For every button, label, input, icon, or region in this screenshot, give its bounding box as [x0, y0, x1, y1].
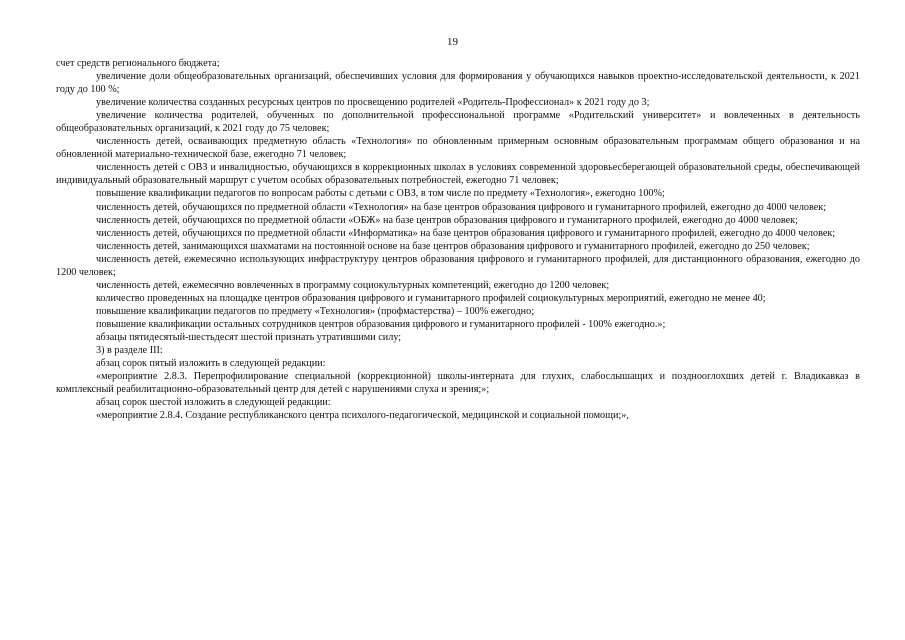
paragraph: счет средств регионального бюджета;: [56, 58, 220, 69]
paragraph: численность детей, обучающихся по предметной области «ОБЖ» на базе центров образования цифрового и гуманитарного профилей, ежегодно до 4000 человек;: [96, 214, 798, 226]
paragraph: численность детей с ОВЗ и инвалидностью, обучающихся в коррекционных школах в условиях современной здоровьесберегающей образовательной среды, обеспечивающей индивидуальный образовательный маршрут с учетом особых образовательных потребностей, ежегодно 71 человек;: [56, 162, 860, 187]
paragraph: численность детей, обучающихся по предметной области «Технология» на базе центров образования цифрового и гуманитарного профилей, ежегодно до 4000 человек;: [96, 201, 827, 213]
paragraph: численность детей, ежемесячно использующих инфраструктуру центров образования цифрового и гуманитарного профилей, для дистанционного образования, ежегодно до 1200 человек;: [56, 253, 860, 278]
paragraph: повышение квалификации педагогов по вопросам работы с детьми с ОВЗ, в том числе по предмету «Технология», ежегодно 100%;: [96, 188, 665, 200]
paragraph: «мероприятие 2.8.4. Создание республиканского центра психолого-педагогической, медицинской и социальной помощи;»,: [96, 410, 629, 422]
paragraph: численность детей, осваивающих предметную область «Технология» по обновленным примерным основным образовательным программам общего образования и на обновленной материально-технической базе, ежегодно 71 человек;: [56, 136, 860, 161]
paragraph: повышение квалификации остальных сотрудников центров образования цифрового и гуманитарного профилей - 100% ежегодно.»;: [96, 318, 666, 330]
paragraph: 3) в разделе III:: [96, 345, 163, 357]
paragraph: количество проведенных на площадке центров образования цифрового и гуманитарного профилей социокультурных мероприятий, ежегодно не менее 40;: [96, 292, 766, 304]
paragraph: численность детей, занимающихся шахматами на постоянной основе на базе центров образования цифрового и гуманитарного профилей, ежегодно до 250 человек;: [96, 240, 810, 252]
paragraph: численность детей, обучающихся по предметной области «Информатика» на базе центров образования цифрового и гуманитарного профилей, ежегодно до 4000 человек;: [96, 227, 836, 239]
paragraph: численность детей, ежемесячно вовлеченных в программу социокультурных компетенций, ежегодно до 1200 человек;: [96, 279, 610, 291]
paragraph: увеличение количества родителей, обученных по дополнительной профессиональной программе «Родительский университет» и вовлеченных в деятельность общеобразовательных организаций, к 2021 году до 75 человек;: [56, 110, 860, 135]
paragraph: повышение квалификации педагогов по предмету «Технология» (профмастерства) – 100% ежегодно;: [96, 305, 535, 317]
paragraph: абзацы пятидесятый-шестьдесят шестой признать утратившими силу;: [96, 331, 402, 343]
page-number: 19: [447, 36, 458, 48]
paragraph: «мероприятие 2.8.3. Перепрофилирование специальной (коррекционной) школы-интерната для глухих, слабослышащих и позднооглохших детей г. Владикавказ в комплексный реабилитационно-образовательный центр для детей с нарушениями слуха и зрения;»;: [56, 371, 860, 396]
paragraph: увеличение доли общеобразовательных организаций, обеспечивших условия для формирования у обучающихся навыков проектно-исследовательской деятельности, к 2021 году до 100 %;: [56, 71, 860, 96]
paragraph: абзац сорок пятый изложить в следующей редакции:: [96, 358, 326, 370]
paragraph: абзац сорок шестой изложить в следующей редакции:: [96, 397, 331, 409]
document-body: [56, 57, 860, 422]
paragraph: увеличение количества созданных ресурсных центров по просвещению родителей «Родитель-Профессионал» к 2021 году до 3;: [96, 97, 650, 109]
